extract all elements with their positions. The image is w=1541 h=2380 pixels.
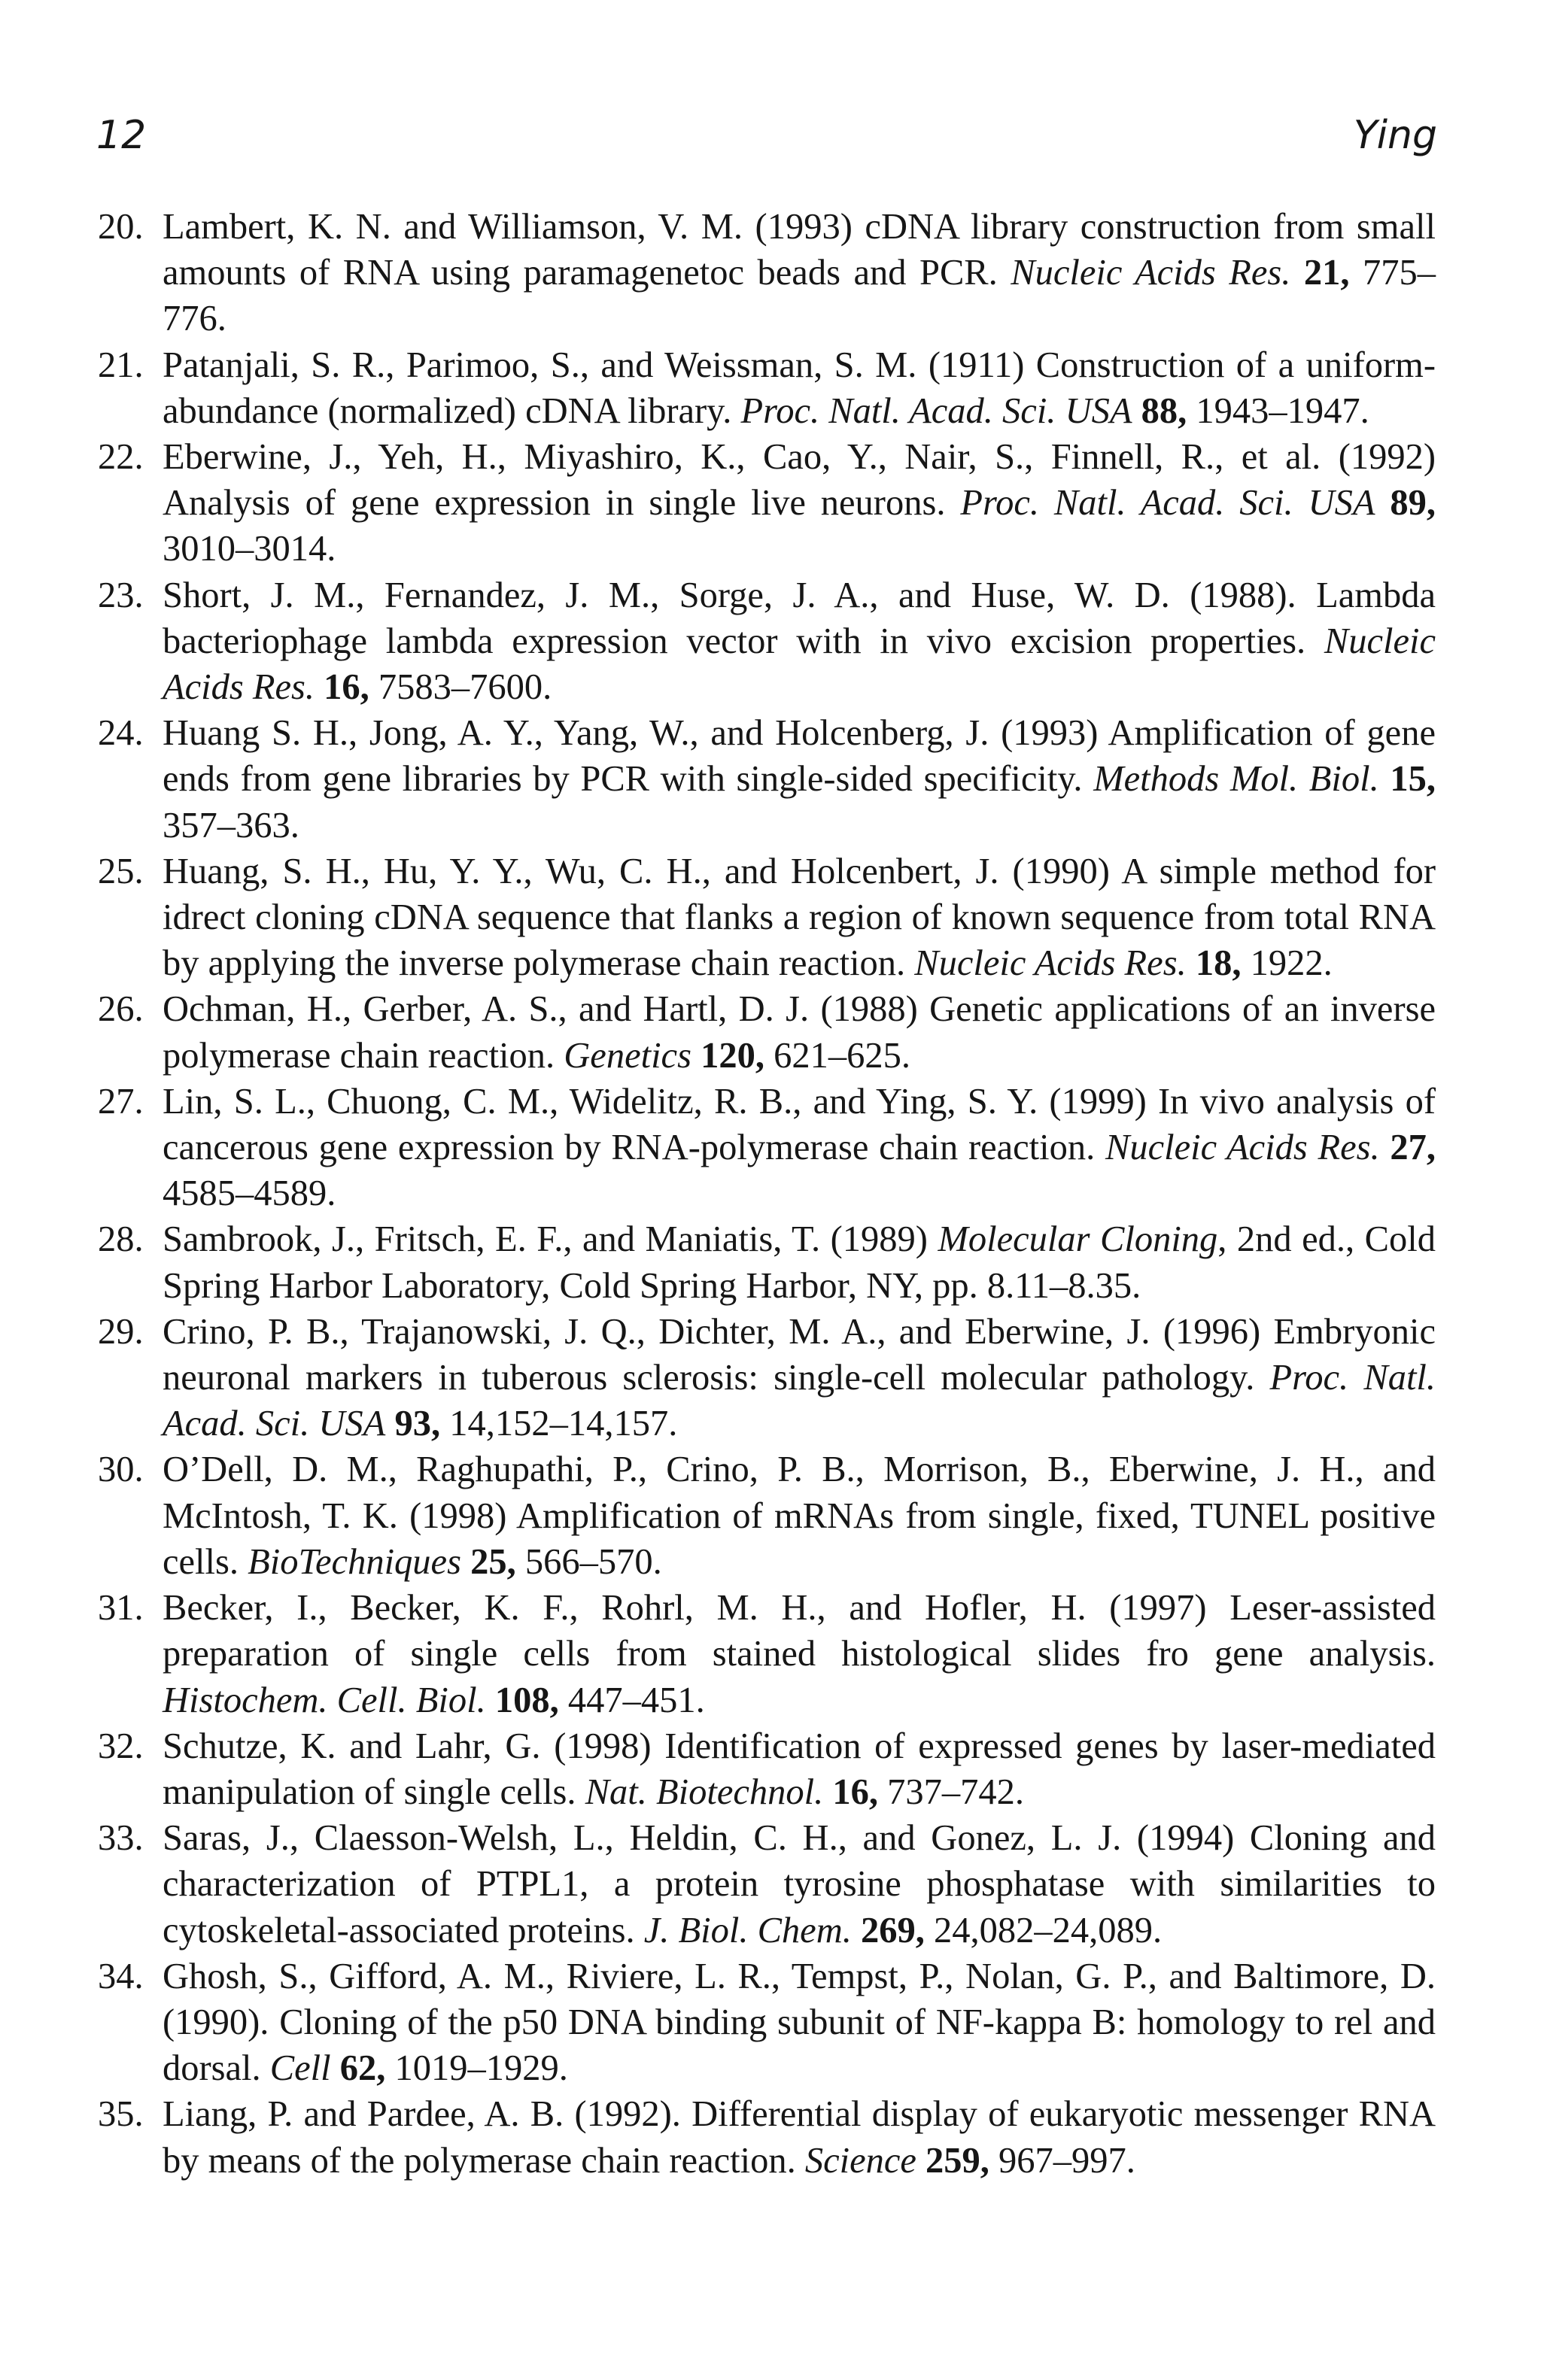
reference-number: 29. [98,1311,144,1352]
page-header [96,109,1437,162]
reference-item [98,1079,1436,1217]
reference-item [98,1815,1436,1953]
reference-item [98,342,1436,434]
reference-pages: 3010–3014. [163,529,336,569]
reference-number: 23. [98,575,144,615]
reference-journal: Methods Mol. Biol. [1093,759,1379,800]
reference-authors-title: Eberwine, J., Yeh, H., Miyashiro, K., Cao, Y., Nair, S., Finnell, R., et al. (1992) Analysis of gene expression in single live neurons. [163,437,1436,524]
reference-item [98,1585,1436,1723]
reference-authors-title: Sambrook, J., Fritsch, E. F., and Maniatis, T. (1989) [163,1219,928,1260]
reference-item [98,1953,1436,2092]
reference-volume: 93, [394,1404,441,1444]
reference-item [98,986,1436,1078]
reference-number: 22. [98,437,144,478]
reference-journal: Nucleic Acids Res. [163,621,1436,708]
reference-volume: 25, [470,1541,516,1582]
reference-volume: 16, [324,667,369,708]
reference-pages: , 2nd ed., Cold Spring Harbor Laboratory, Cold Spring Harbor, NY, pp. 8.11–8.35. [163,1219,1436,1306]
reference-authors-title: Liang, P. and Pardee, A. B. (1992). Differential display of eukaryotic messenger RNA by means of the polymerase chain reaction. [163,2094,1436,2181]
reference-volume: 89, [1390,483,1436,524]
reference-authors-title: Saras, J., Claesson-Welsh, L., Heldin, C. H., and Gonez, L. J. (1994) Cloning and characterization of PTPL1, a protein tyrosine phosphatase with similarities to cytoskeletal-associated proteins. [163,1818,1436,1950]
reference-authors-title: Becker, I., Becker, K. F., Rohrl, M. H., and Hofler, H. (1997) Leser-assisted preparation of single cells from stained histological slides fro gene analysis. [163,1588,1436,1674]
reference-authors-title: Huang, S. H., Hu, Y. Y., Wu, C. H., and Holcenbert, J. (1990) A simple method for idrect cloning cDNA sequence that flanks a region of known sequence from total RNA by applying the inverse polymerase chain reaction. [163,851,1436,984]
reference-number: 24. [98,713,144,754]
reference-authors-title: Schutze, K. and Lahr, G. (1998) Identification of expressed genes by laser-mediated manipulation of single cells. [163,1726,1436,1812]
reference-item [98,1723,1436,1815]
reference-item [98,2091,1436,2183]
reference-authors-title: Patanjali, S. R., Parimoo, S., and Weissman, S. M. (1911) Construction of a uniform-abundance (normalized) cDNA library. [163,345,1436,431]
reference-authors-title: Crino, P. B., Trajanowski, J. Q., Dichter, M. A., and Eberwine, J. (1996) Embryonic neuronal markers in tuberous sclerosis: single-cell molecular pathology. [163,1311,1436,1398]
running-head: Ying [1353,113,1437,158]
reference-pages: 7583–7600. [378,667,552,708]
reference-journal: Nat. Biotechnol. [585,1771,824,1812]
reference-journal: J. Biol. Chem. [643,1910,852,1950]
reference-number: 26. [98,989,144,1030]
reference-pages: 4585–4589. [163,1173,336,1214]
reference-number: 32. [98,1726,144,1766]
reference-journal: Genetics [564,1035,691,1076]
reference-journal: Proc. Natl. Acad. Sci. USA [960,483,1375,524]
reference-volume: 259, [926,2140,989,2181]
reference-list [98,204,1436,2184]
reference-pages: 967–997. [998,2140,1135,2181]
reference-item [98,710,1436,848]
reference-volume: 62, [339,2048,386,2089]
reference-pages: 775–776. [163,253,1436,339]
reference-number: 25. [98,851,144,891]
reference-journal: Nucleic Acids Res. [914,943,1187,984]
reference-number: 20. [98,207,144,247]
reference-journal: Cell [269,2048,331,2089]
reference-journal: Proc. Natl. Acad. Sci. USA [163,1358,1436,1444]
reference-volume: 21, [1303,253,1350,293]
reference-item [98,204,1436,342]
reference-number: 30. [98,1450,144,1490]
reference-number: 28. [98,1219,144,1260]
reference-pages: 1922. [1250,943,1333,984]
reference-item [98,848,1436,987]
reference-pages: 357–363. [163,805,299,845]
reference-number: 35. [98,2094,144,2135]
reference-journal: Proc. Natl. Acad. Sci. USA [740,390,1132,431]
reference-authors-title: Ochman, H., Gerber, A. S., and Hartl, D. J. (1988) Genetic applications of an inverse polymerase chain reaction. [163,989,1436,1076]
reference-authors-title: Lambert, K. N. and Williamson, V. M. (1993) cDNA library construction from small amounts of RNA using paramagenetoc beads and PCR. [163,207,1436,293]
reference-item [98,434,1436,572]
reference-item [98,1309,1436,1447]
reference-pages: 737–742. [887,1771,1024,1812]
reference-authors-title: Short, J. M., Fernandez, J. M., Sorge, J. A., and Huse, W. D. (1988). Lambda bacteriophage lambda expression vector with in vivo excision properties. [163,575,1436,661]
reference-pages: 1019–1929. [394,2048,568,2089]
reference-volume: 120, [701,1035,764,1076]
reference-pages: 1943–1947. [1196,390,1369,431]
reference-volume: 16, [832,1771,878,1812]
page-number: 12 [96,113,147,158]
reference-authors-title: Lin, S. L., Chuong, C. M., Widelitz, R. B., and Ying, S. Y. (1999) In vivo analysis of cancerous gene expression by RNA-polymerase chain reaction. [163,1081,1436,1168]
reference-volume: 15, [1390,759,1436,800]
reference-journal: Nucleic Acids Res. [1011,253,1291,293]
reference-volume: 269, [860,1910,925,1950]
reference-journal: Nucleic Acids Res. [1105,1128,1380,1168]
reference-authors-title: Ghosh, S., Gifford, A. M., Riviere, L. R., Tempst, P., Nolan, G. P., and Baltimore, D. (1990). Cloning of the p50 DNA binding subunit of NF-kappa B: homology to rel and dorsal. [163,1956,1436,2089]
reference-number: 31. [98,1588,144,1629]
reference-authors-title: O’Dell, D. M., Raghupathi, P., Crino, P. B., Morrison, B., Eberwine, J. H., and McIntosh, T. K. (1998) Amplification of mRNAs from single, fixed, TUNEL positive cells. [163,1450,1436,1582]
reference-pages: 24,082–24,089. [933,1910,1163,1950]
reference-volume: 108, [494,1680,559,1720]
reference-number: 33. [98,1818,144,1859]
reference-number: 21. [98,345,144,385]
reference-item [98,1447,1436,1585]
reference-journal: Science [804,2140,916,2181]
reference-pages: 447–451. [567,1680,705,1720]
reference-journal: Histochem. Cell. Biol. [163,1680,486,1720]
reference-volume: 18, [1195,943,1242,984]
reference-journal: BioTechniques [248,1541,461,1582]
reference-number: 27. [98,1081,144,1122]
reference-item [98,1216,1436,1308]
reference-pages: 621–625. [774,1035,910,1076]
reference-authors-title: Huang S. H., Jong, A. Y., Yang, W., and Holcenberg, J. (1993) Amplification of gene ends from gene libraries by PCR with single-sided specificity. [163,713,1436,800]
reference-pages: 14,152–14,157. [449,1404,678,1444]
reference-volume: 88, [1141,390,1187,431]
reference-pages: 566–570. [524,1541,662,1582]
reference-item [98,572,1436,711]
reference-number: 34. [98,1956,144,1996]
reference-volume: 27, [1390,1128,1436,1168]
reference-journal: Molecular Cloning [938,1219,1218,1260]
